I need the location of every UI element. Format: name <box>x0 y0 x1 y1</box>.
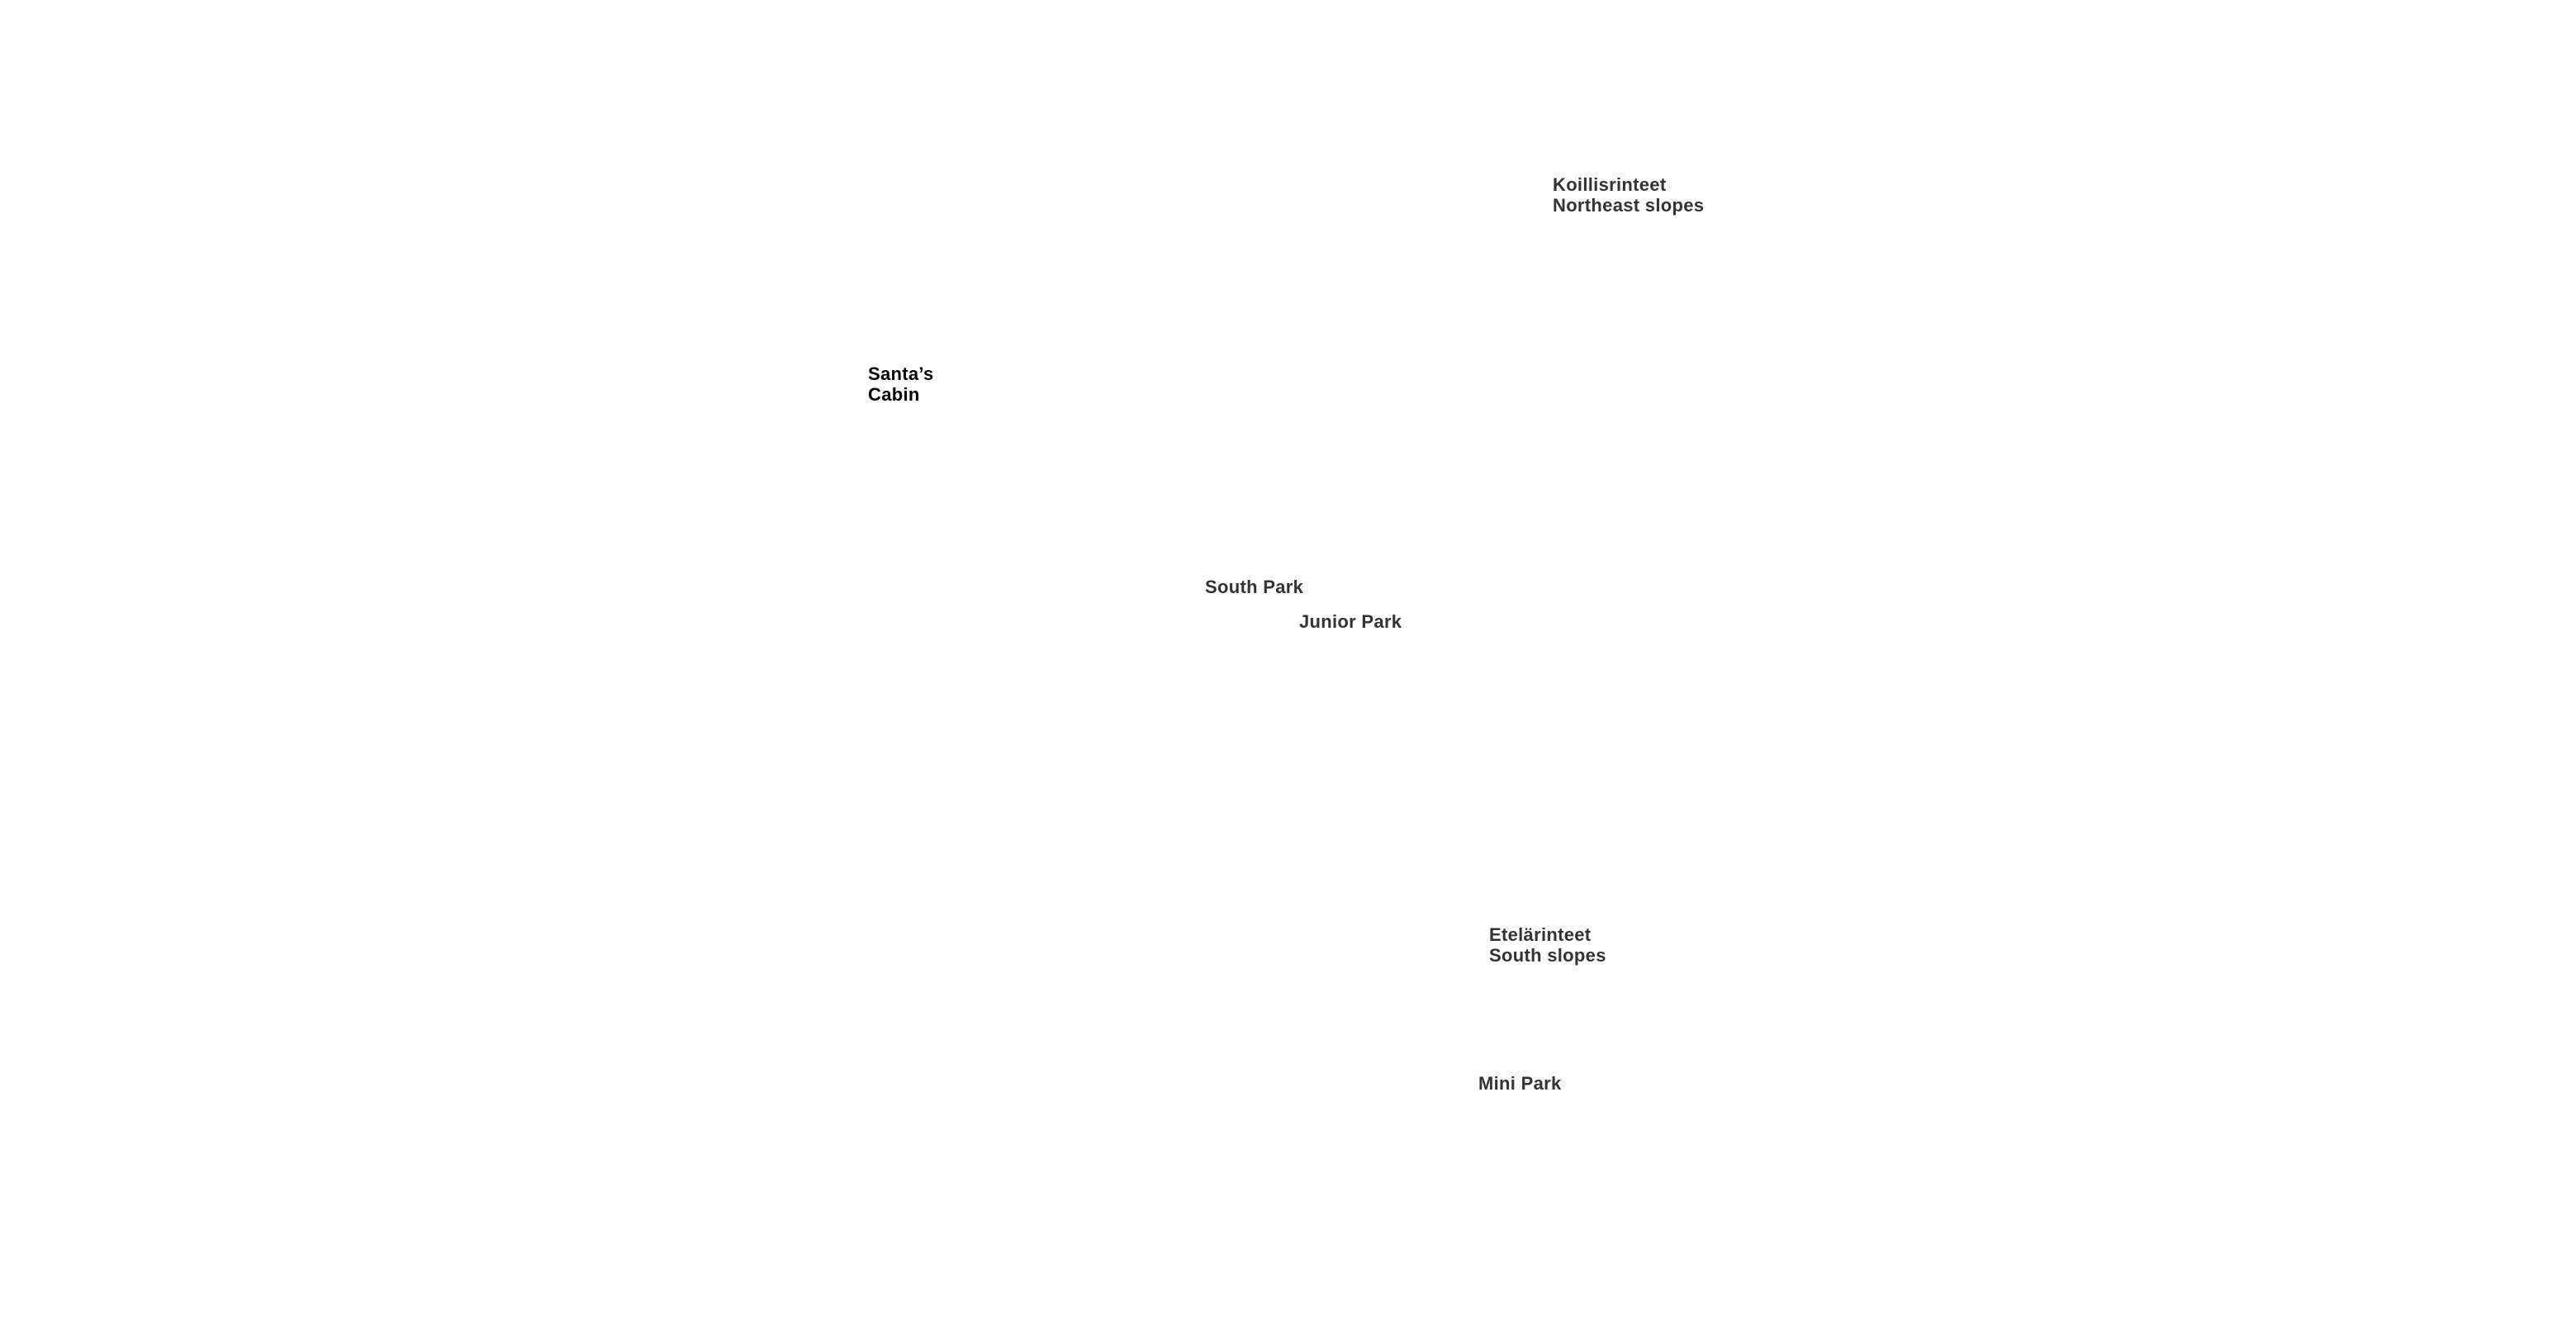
santas-cabin-label-line1: Santa’s <box>868 363 934 384</box>
etelarinteet-label-en: South slopes <box>1489 945 1606 966</box>
junior-park-label-text: Junior Park <box>1299 611 1402 632</box>
santas-cabin-label-line2: Cabin <box>868 384 920 405</box>
koillisrinteet-label-fi: Koillisrinteet <box>1553 174 1667 195</box>
mini-park-label <box>1478 1073 1562 1094</box>
south-park-label-text: South Park <box>1205 577 1304 597</box>
etelarinteet-label-fi: Etelärinteet <box>1489 924 1592 945</box>
junior-park-label <box>1299 611 1402 632</box>
etelarinteet-area-label <box>1489 924 1606 966</box>
south-park-label <box>1205 577 1303 597</box>
koillisrinteet-label-en: Northeast slopes <box>1553 195 1705 216</box>
koillisrinteet-area-label <box>1553 174 1704 216</box>
santas-cabin-label <box>868 363 934 405</box>
mini-park-label-text: Mini Park <box>1478 1073 1562 1094</box>
